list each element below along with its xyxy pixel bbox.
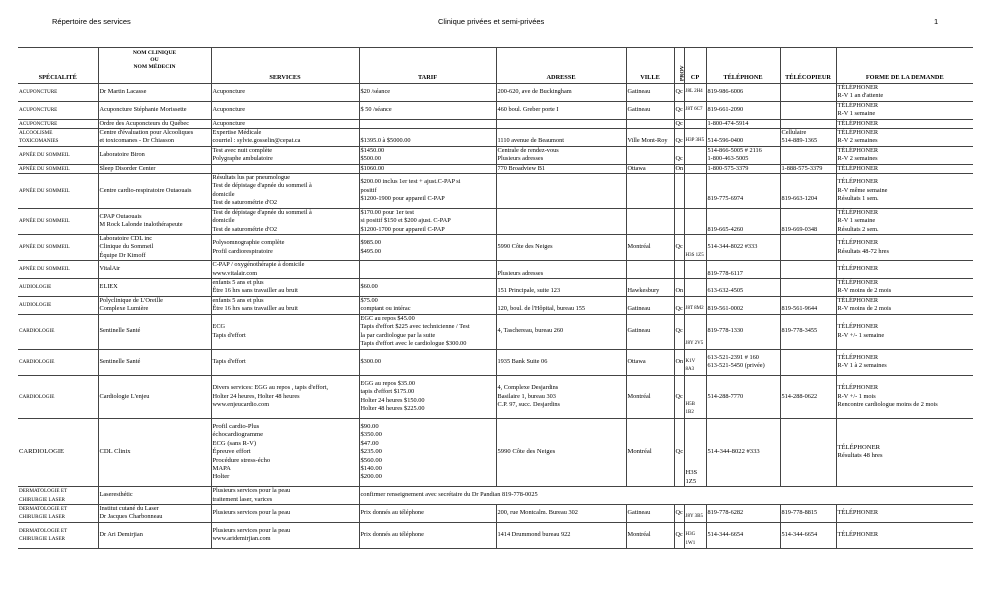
cell-adresse: 5990 Côte des Neiges <box>496 234 626 260</box>
cell-services: Acuponcture <box>211 84 359 102</box>
cell-tarif: $75.00 comptant ou intérac <box>359 296 496 314</box>
cell-ville: Ottawa <box>626 164 674 173</box>
cell-telephone: 514-344-8022 #333 <box>706 418 780 486</box>
cell-specialite: CARDIOLOGIE <box>18 375 98 418</box>
cell-cp <box>684 208 706 234</box>
cell-telephone: 613-521-2391 # 160 613-521-5450 (privée) <box>706 349 780 375</box>
cell-demande: TÉLÉPHONER <box>836 522 973 548</box>
cell-demande: TÉLÉPHONER R-V 1 an d'attente <box>836 84 973 102</box>
cell-telecopieur: 514-288-0622 <box>780 375 836 418</box>
table-row <box>18 349 973 375</box>
table-row <box>18 487 973 505</box>
cell-demande: TÉLÉPHONER R-V 1 semaine <box>836 101 973 119</box>
cell-tarif: $1060.00 <box>359 164 496 173</box>
cell-demande: TÉLÉPHONER R-V moins de 2 mois <box>836 278 973 296</box>
cell-nom: Cardiologie L'enjeu <box>98 375 211 418</box>
cell-services: Résultats lus par pneumologue Test de dépistage d'apnée du sommeil à domicile Test de saturométrie d'O2 <box>211 174 359 209</box>
cell-adresse: 5990 Côte des Neiges <box>496 418 626 486</box>
cell-telephone: 613-632-4505 <box>706 278 780 296</box>
cell-telecopieur: 819-663-1204 <box>780 174 836 209</box>
cell-specialite: APNÉE DU SOMMEIL <box>18 146 98 164</box>
cell-tarif: Prix donnés au téléphone <box>359 522 496 548</box>
cell-cp <box>684 278 706 296</box>
cell-tarif: $ 50 /séance <box>359 101 496 119</box>
cell-adresse: 1935 Bank Suite 06 <box>496 349 626 375</box>
cell-adresse: Centrale de rendez-vous Plusieurs adresses <box>496 146 626 164</box>
table-row <box>18 146 973 164</box>
cell-cp: J8Y 3B5 <box>684 505 706 523</box>
col-header-telephone: TÉLÉPHONE <box>706 48 780 84</box>
cell-cp: H3P 3H5 <box>684 129 706 147</box>
cell-specialite: CARDIOLOGIE <box>18 314 98 349</box>
cell-adresse: 4, Taschereau, bureau 260 <box>496 314 626 349</box>
cell-specialite: APNÉE DU SOMMEIL <box>18 164 98 173</box>
cell-ville: Gatineau <box>626 296 674 314</box>
cell-tarif <box>359 119 496 128</box>
cell-telecopieur: 819-561-9644 <box>780 296 836 314</box>
cell-nom: Acuponcture Stéphanie Morissette <box>98 101 211 119</box>
cell-specialite: APNÉE DU SOMMEIL <box>18 174 98 209</box>
cell-tarif: $60.00 <box>359 278 496 296</box>
table-row <box>18 278 973 296</box>
cell-specialite: AUDIOLOGIE <box>18 296 98 314</box>
cell-demande: TÉLÉPHONER R-V 1 semaine Résultats 2 sem. <box>836 208 973 234</box>
cell-cp: H3S 1Z5 <box>684 234 706 260</box>
cell-services: Divers services: EGG au repos , tapis d'effort, Holter 24 heures, Holter 48 heures www.enjeucardio.com <box>211 375 359 418</box>
cell-tarif: $985.00 $495.00 <box>359 234 496 260</box>
cell-services: Plusieurs services pour la peau www.aridemirjian.com <box>211 522 359 548</box>
cell-adresse <box>496 174 626 209</box>
cell-ville <box>626 174 674 209</box>
table-header-row <box>18 48 973 84</box>
cell-nom: Centre cardio-respiratoire Outaouais <box>98 174 211 209</box>
cell-services: Test avec nuit complète Polygraphe ambulatoire <box>211 146 359 164</box>
col-header-tarif: TARIF <box>359 48 496 84</box>
document-subtitle: Clinique privées et semi-privées <box>438 17 545 26</box>
cell-demande: TÉLÉPHONER Résultats 48 hres <box>836 418 973 486</box>
cell-telecopieur <box>780 278 836 296</box>
cell-telephone: 819-778-6282 <box>706 505 780 523</box>
cell-telecopieur <box>780 261 836 279</box>
cell-ville: Montréal <box>626 418 674 486</box>
cell-demande: TÉLÉPHONER R-V 2 semaines <box>836 129 973 147</box>
cell-adresse: 151 Principale, suite 123 <box>496 278 626 296</box>
services-table <box>18 47 973 549</box>
cell-specialite: ACUPONCTURE <box>18 84 98 102</box>
cell-services: Acuponcture <box>211 119 359 128</box>
cell-tarif: $170.00 pour 1er test si positif $150 et $200 ajust. C-PAP $1200-1700 pour appareil C-PAP <box>359 208 496 234</box>
cell-telephone: 514-344-6654 <box>706 522 780 548</box>
cell-tarif: Prix donnés au téléphone <box>359 505 496 523</box>
cell-ville <box>626 208 674 234</box>
cell-ville <box>626 261 674 279</box>
cell-telephone: 1-800-575-3379 <box>706 164 780 173</box>
cell-ville: Gatineau <box>626 505 674 523</box>
cell-prov: Qc <box>674 296 684 314</box>
cell-ville <box>626 119 674 128</box>
cell-telecopieur: Cellulaire 514-889-1365 <box>780 129 836 147</box>
cell-specialite: DERMATOLOGIE ET CHIRURGIE LASER <box>18 522 98 548</box>
col-header-cp: CP <box>684 48 706 84</box>
col-header-prov: PROV <box>674 48 684 84</box>
cell-adresse <box>496 119 626 128</box>
cell-demande: TÉLÉPHONER R-V +/- 1 semaine <box>836 314 973 349</box>
cell-adresse: 1414 Drummond bureau 922 <box>496 522 626 548</box>
cell-prov: Qc <box>674 84 684 102</box>
cell-adresse: 4, Complexe Desjardins Basilaire 1, bureau 303 C.P. 97, succ. Desjardins <box>496 375 626 418</box>
cell-prov: Qc <box>674 146 684 164</box>
cell-specialite: DERMATOLOGIE ET CHIRURGIE LASER <box>18 487 98 505</box>
cell-telecopieur: 514-344-6654 <box>780 522 836 548</box>
cell-adresse: 120, boul. de l'Hôpital, bureau 155 <box>496 296 626 314</box>
cell-services: C-PAP / oxygénothérapie à domicile www.vitalair.com <box>211 261 359 279</box>
cell-nom: Sentinelle Santé <box>98 349 211 375</box>
cell-tarif: $300.00 <box>359 349 496 375</box>
cell-prov: Qc <box>674 129 684 147</box>
cell-cp: H5B 1B2 <box>684 375 706 418</box>
cell-prov <box>674 261 684 279</box>
cell-prov: Qc <box>674 505 684 523</box>
cell-telecopieur <box>780 119 836 128</box>
cell-nom: CDL Clinix <box>98 418 211 486</box>
cell-nom: Laboratoire CDL inc Clinique du Sommeil Équipe Dr Kimoff <box>98 234 211 260</box>
cell-telephone: 819-778-1330 <box>706 314 780 349</box>
cell-nom: Institut cutané du Laser Dr Jacques Charbonneau <box>98 505 211 523</box>
cell-nom: Laboratoire Biron <box>98 146 211 164</box>
cell-ville: Gatineau <box>626 314 674 349</box>
cell-prov: Qc <box>674 418 684 486</box>
cell-tarif: $20 /séance <box>359 84 496 102</box>
cell-specialite: CARDIOLOGIE <box>18 418 98 486</box>
cell-cp <box>684 174 706 209</box>
cell-cp <box>684 261 706 279</box>
cell-prov <box>674 174 684 209</box>
cell-prov: Qc <box>674 314 684 349</box>
cell-telephone: 819-561-0002 <box>706 296 780 314</box>
cell-cp <box>684 164 706 173</box>
cell-telephone: 819-665-4260 <box>706 208 780 234</box>
cell-ville <box>626 146 674 164</box>
cell-nom: Polyclinique de L'Oreille Complexe Lumière <box>98 296 211 314</box>
cell-prov: Qc <box>674 234 684 260</box>
table-row <box>18 208 973 234</box>
cell-telecopieur: 819-778-3455 <box>780 314 836 349</box>
cell-telephone: 1-800-474-5914 <box>706 119 780 128</box>
cell-cp: J8T 8M2 <box>684 296 706 314</box>
cell-adresse: 200, rue Montcalm. Bureau 302 <box>496 505 626 523</box>
cell-telecopieur <box>780 418 836 486</box>
cell-demande: TÉLÉPHONER R-V moins de 2 mois <box>836 296 973 314</box>
cell-demande: TÉLÉPHONER Résultats 48-72 hres <box>836 234 973 260</box>
cell-services: Polysomnographie complète Profil cardiorespiratoire <box>211 234 359 260</box>
document-title: Répertoire des services <box>52 17 131 26</box>
col-header-ville: VILLE <box>626 48 674 84</box>
cell-ville: Hawkesbury <box>626 278 674 296</box>
cell-cp <box>684 119 706 128</box>
cell-telephone: 819-778-6117 <box>706 261 780 279</box>
cell-telecopieur <box>780 234 836 260</box>
cell-demande: TÉLÉPHONER <box>836 261 973 279</box>
table-row <box>18 375 973 418</box>
cell-services: Test de dépistage d'apnée du sommeil à domicile Test de saturométrie d'O2 <box>211 208 359 234</box>
table-row <box>18 164 973 173</box>
cell-services: Acuponcture <box>211 101 359 119</box>
cell-specialite: DERMATOLOGIE ET CHIRURGIE LASER <box>18 505 98 523</box>
cell-nom: Sentinelle Santé <box>98 314 211 349</box>
cell-adresse: Plusieurs adresses <box>496 261 626 279</box>
cell-demande: TÉLÉPHONER R-V même semaine Résultats 1 sem. <box>836 174 973 209</box>
cell-services: enfants 5 ans et plus Être 16 hrs sans travailler au bruit <box>211 296 359 314</box>
cell-tarif: $1395.0 à $5000.00 <box>359 129 496 147</box>
cell-ville: Ville Mont-Roy <box>626 129 674 147</box>
cell-services <box>211 164 359 173</box>
cell-telecopieur <box>780 101 836 119</box>
cell-prov: On <box>675 164 684 172</box>
cell-telephone: 819-986-6006 <box>706 84 780 102</box>
cell-adresse <box>496 208 626 234</box>
cell-prov <box>674 208 684 234</box>
cell-ville: Montréal <box>626 375 674 418</box>
table-row <box>18 129 973 147</box>
cell-nom: VitalAir <box>98 261 211 279</box>
cell-prov: On <box>674 349 684 375</box>
cell-nom: Ordre des Acuponcteurs du Québec <box>98 119 211 128</box>
cell-nom: Centre d'évaluation pour Alcooliques et toxicomanes - Dr Chiasson <box>98 129 211 147</box>
col-header-services: SERVICES <box>211 48 359 84</box>
cell-services: Plusieurs services pour la peau traitement laser, varices <box>211 487 359 505</box>
cell-demande: TÉLÉPHONER R-V +/- 1 mois Rencontre cardiologue moins de 2 mois <box>836 375 973 418</box>
table-row <box>18 522 973 548</box>
cell-cp: K1V 8A3 <box>684 349 706 375</box>
cell-adresse: 200-620, ave de Buckingham <box>496 84 626 102</box>
cell-specialite: ALCOOLISME TOXICOMANIES <box>18 129 98 147</box>
cell-nom: ELIEX <box>98 278 211 296</box>
page-number: 1 <box>934 17 939 26</box>
cell-demande: TÉLÉPHONER <box>836 119 973 128</box>
cell-telecopieur: 1-888-575-3379 <box>780 164 836 173</box>
cell-tarif: EGG au repos $35.00 tapis d'effort $175.00 Holter 24 heures $150.00 Holter 48 heures $225.00 <box>359 375 496 418</box>
cell-services: Profil cardio-Plus échocardiogramme ECG (sans R-V) Épreuve effort Procédure stress-écho MAPA Holter <box>211 418 359 486</box>
cell-specialite: ACUPONCTURE <box>18 101 98 119</box>
col-header-demande: FORME DE LA DEMANDE <box>836 48 973 84</box>
table-row <box>18 505 973 523</box>
table-row <box>18 174 973 209</box>
cell-ville: Gatineau <box>626 84 674 102</box>
col-header-nom: NOM CLINIQUE OU NOM MÉDECIN <box>98 48 211 84</box>
cell-prov: Qc <box>674 522 684 548</box>
cell-telephone: 514-288-7770 <box>706 375 780 418</box>
cell-telecopieur <box>780 84 836 102</box>
cell-nom: Dr Ari Demirjian <box>98 522 211 548</box>
cell-specialite: APNÉE DU SOMMEIL <box>18 261 98 279</box>
cell-telephone: 514-344-8022 #333 <box>706 234 780 260</box>
cell-demande: TÉLÉPHONER R-V 1 à 2 semaines <box>836 349 973 375</box>
cell-ville: Montréal <box>626 522 674 548</box>
cell-cp: J8L 2H4 <box>684 84 706 102</box>
cell-tarif <box>359 261 496 279</box>
table-row <box>18 314 973 349</box>
table-row <box>18 296 973 314</box>
cell-telecopieur: 819-778-8815 <box>780 505 836 523</box>
cell-services: ECG Tapis d'effort <box>211 314 359 349</box>
cell-specialite: CARDIOLOGIE <box>18 349 98 375</box>
cell-adresse: 1110 avenue de Beaumont <box>496 129 626 147</box>
cell-nom: Dr Martin Lacasse <box>98 84 211 102</box>
col-header-specialite: SPÉCIALITÉ <box>18 48 98 84</box>
col-header-telecopieur: TÉLÉCOPIEUR <box>780 48 836 84</box>
cell-telecopieur <box>780 349 836 375</box>
cell-cp: J8T 6C7 <box>684 101 706 119</box>
cell-nom: CPAP Outaouais M Rock Lalonde inalothérapeute <box>98 208 211 234</box>
cell-telecopieur: 819-669-0348 <box>780 208 836 234</box>
cell-tarif: confirmer renseignement avec secrétaire du Dr Pandian 819-778-0025 <box>359 487 973 505</box>
cell-tarif: $200.00 inclus 1er test + ajust.C-PAP si positif $1200-1900 pour appareil C-PAP <box>359 174 496 209</box>
table-row <box>18 234 973 260</box>
cell-demande: TÉLÉPHONER R-V 2 semaines <box>836 146 973 164</box>
cell-prov: Qc <box>674 375 684 418</box>
cell-tarif: EGC au repos $45.00 Tapis d'effort $225 avec technicienne / Test la par cardiologue par la suite Tapis d'effort avec le cardiologue $300.00 <box>359 314 496 349</box>
cell-ville: Ottawa <box>626 349 674 375</box>
cell-services: Tapis d'effort <box>211 349 359 375</box>
col-header-adresse: ADRESSE <box>496 48 626 84</box>
cell-specialite: APNÉE DU SOMMEIL <box>18 234 98 260</box>
cell-ville: Montréal <box>626 234 674 260</box>
cell-cp: J8Y 2V5 <box>684 314 706 349</box>
table-row <box>18 84 973 102</box>
table-row <box>18 119 973 128</box>
cell-telephone: 514-866-5005 # 2116 1-800-463-5005 <box>706 146 780 164</box>
cell-ville: Gatineau <box>626 101 674 119</box>
cell-cp: H3G 1W1 <box>684 522 706 548</box>
cell-telephone: 819-661-2090 <box>706 101 780 119</box>
cell-telecopieur <box>780 146 836 164</box>
cell-adresse: 770 Broadview B1 <box>496 164 626 173</box>
table-row <box>18 418 973 486</box>
cell-nom: Laseresthétic <box>98 487 211 505</box>
cell-telephone: 514-596-0400 <box>706 129 780 147</box>
cell-services: Expertise Médicale courriel : sylvie.gosselin@cepat.ca <box>211 129 359 147</box>
cell-services: Plusieurs services pour la peau <box>211 505 359 523</box>
cell-prov: Qc <box>675 119 683 127</box>
cell-cp: H3S 1Z5 <box>684 418 706 486</box>
cell-specialite: AUDIOLOGIE <box>18 278 98 296</box>
cell-services: enfants 5 ans et plus Être 16 hrs sans travailler au bruit <box>211 278 359 296</box>
table-row <box>18 261 973 279</box>
cell-prov: On <box>674 278 684 296</box>
cell-telephone: 819-775-6974 <box>706 174 780 209</box>
cell-nom: Sleep Disorder Center <box>98 164 211 173</box>
cell-demande: TÉLÉPHONER <box>836 164 973 173</box>
cell-cp <box>684 146 706 164</box>
cell-adresse: 460 boul. Greber porte I <box>496 101 626 119</box>
cell-specialite: APNÉE DU SOMMEIL <box>18 208 98 234</box>
cell-prov: Qc <box>674 101 684 119</box>
table-row <box>18 101 973 119</box>
cell-demande: TÉLÉPHONER <box>836 505 973 523</box>
cell-specialite: ACUPONCTURE <box>18 119 98 128</box>
cell-tarif: $90.00 $350.00 $47.00 $235.00 $560.00 $140.00 $200.00 <box>359 418 496 486</box>
cell-tarif: $1450.00 $500.00 <box>359 146 496 164</box>
